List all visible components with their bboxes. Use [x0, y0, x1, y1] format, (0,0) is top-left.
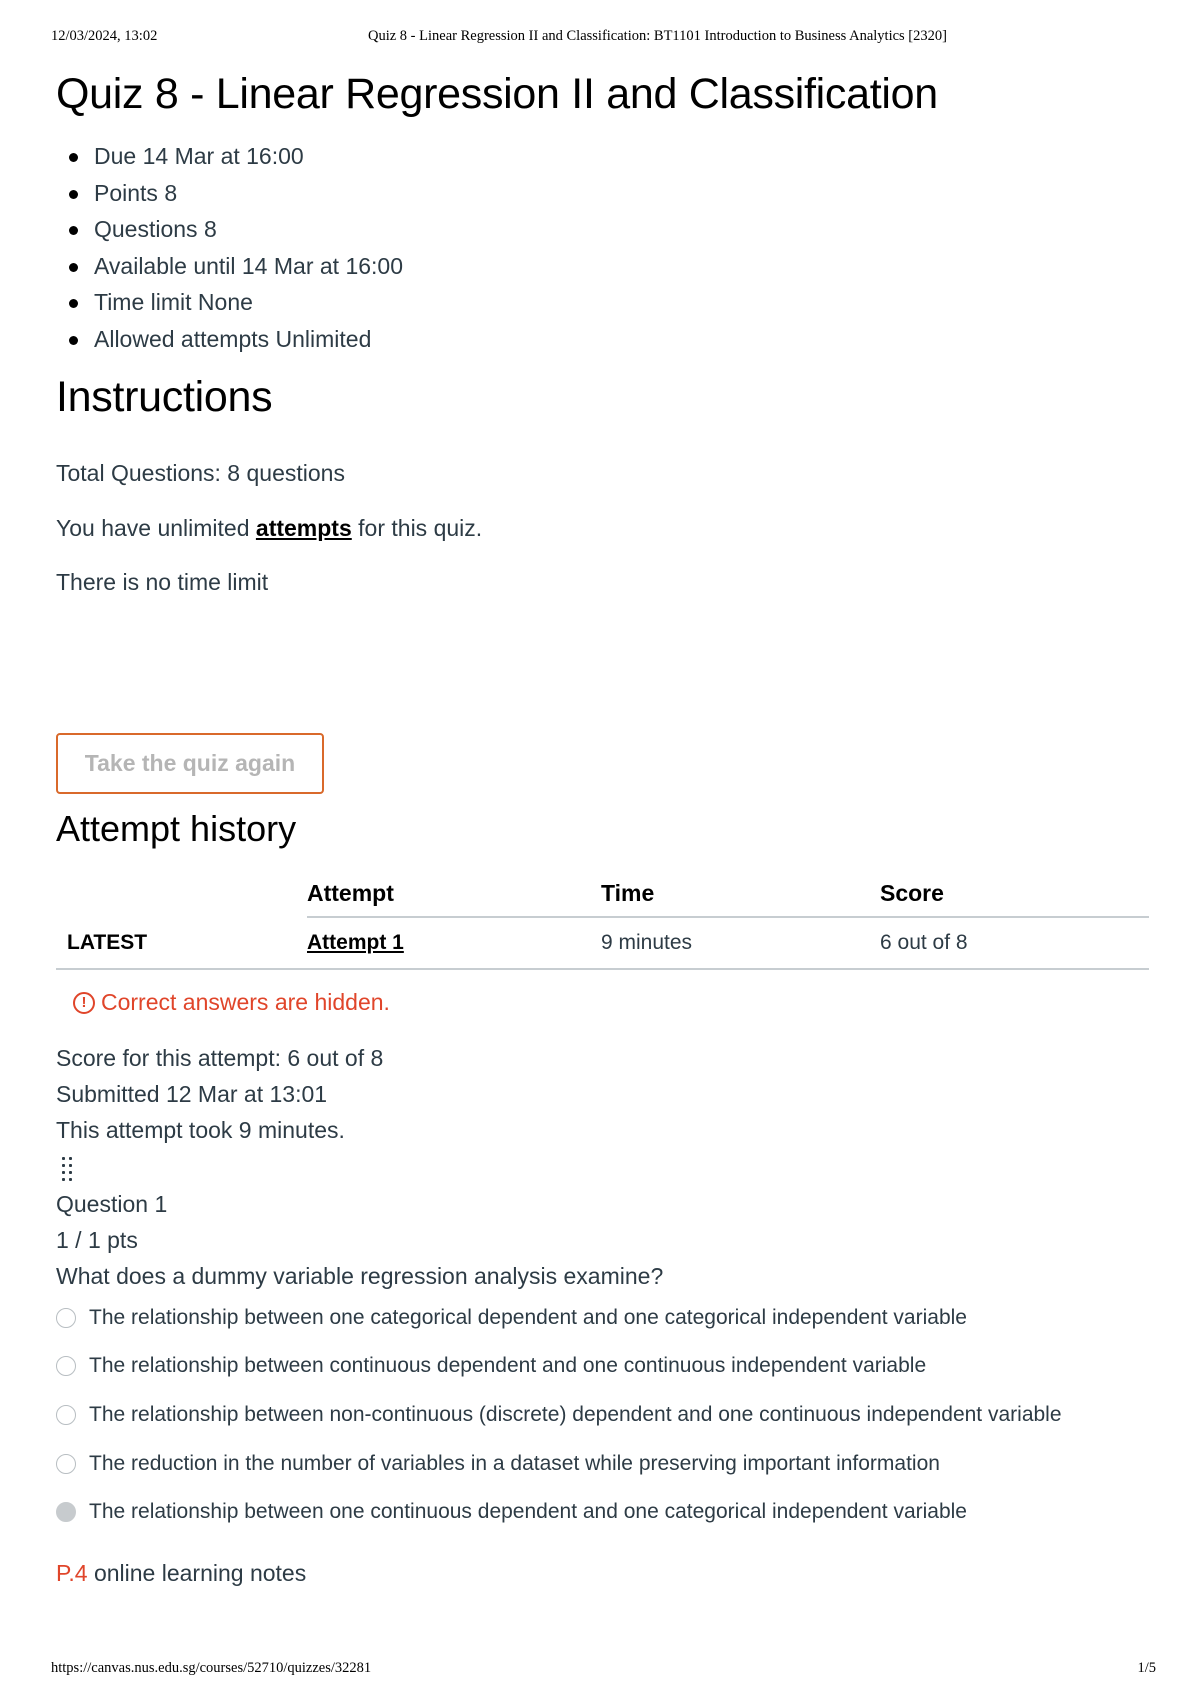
notice-text: Correct answers are hidden. [101, 989, 390, 1015]
attempts-emphasis: attempts [255, 515, 352, 541]
answer-option[interactable] [56, 1403, 1062, 1427]
attempt-1-link[interactable]: Attempt 1 [307, 931, 404, 954]
detail-value: 8 [203, 216, 217, 243]
answer-option[interactable] [56, 1354, 926, 1378]
detail-allowed-attempts [56, 321, 403, 358]
question-text: What does a dummy variable regression analysis examine? [56, 1263, 664, 1289]
detail-label: Time limit [94, 289, 192, 316]
score-cell: 6 out of 8 [880, 917, 1149, 969]
answer-option[interactable] [56, 1306, 967, 1330]
attempts-text [56, 515, 482, 542]
column-header-tag [56, 870, 307, 917]
print-url: https://canvas.nus.edu.sg/courses/52710/quizzes/32281 [51, 1660, 372, 1676]
attempt-submitted: Submitted 12 Mar at 13:01 [56, 1081, 328, 1107]
drag-handle-icon[interactable] [62, 1157, 76, 1183]
detail-value: 8 [164, 179, 178, 206]
total-questions-text: Total Questions: 8 questions [56, 460, 345, 486]
attempts-text-after: for this quiz. [351, 515, 483, 541]
detail-value: 14 Mar at 16:00 [142, 143, 304, 169]
column-header-attempt: Attempt [307, 870, 601, 917]
answers-hidden-notice [73, 989, 390, 1016]
reference-text: online learning notes [87, 1560, 307, 1586]
radio-icon[interactable] [56, 1405, 76, 1425]
time-cell: 9 minutes [601, 917, 880, 969]
quiz-details-list [56, 138, 403, 358]
detail-time-limit [56, 284, 403, 321]
answer-text: The relationship between one categorical dependent and one categorical independent variable [89, 1306, 967, 1329]
radio-selected-icon[interactable] [56, 1502, 76, 1522]
reference-note [56, 1560, 306, 1587]
print-page-number: 1/5 [1137, 1660, 1156, 1676]
take-quiz-again-button[interactable]: Take the quiz again [56, 733, 324, 794]
detail-label: Allowed attempts [94, 325, 270, 352]
detail-points [56, 175, 403, 212]
attempt-duration: This attempt took 9 minutes. [56, 1117, 345, 1143]
warning-icon: ! [73, 992, 95, 1014]
table-row [56, 917, 1149, 969]
attempt-cell [307, 917, 601, 969]
answer-text: The relationship between one continuous dependent and one categorical independent variable [89, 1500, 967, 1523]
time-limit-text: There is no time limit [56, 569, 269, 595]
attempt-score: Score for this attempt: 6 out of 8 [56, 1045, 384, 1071]
answer-text: The relationship between continuous dependent and one continuous independent variable [89, 1354, 927, 1377]
attempt-history-table [56, 870, 1149, 970]
detail-label: Due [94, 143, 137, 169]
instructions-heading: Instructions [56, 373, 273, 421]
detail-label: Questions [94, 216, 198, 243]
detail-value: Unlimited [275, 325, 372, 352]
detail-available [56, 248, 403, 285]
answer-option[interactable] [56, 1452, 940, 1476]
answer-option-selected[interactable] [56, 1500, 967, 1524]
reference-page: P.4 [56, 1560, 88, 1586]
column-header-score: Score [880, 870, 1149, 917]
detail-value: None [197, 289, 253, 316]
attempts-text-before: You have unlimited [56, 515, 256, 541]
radio-icon[interactable] [56, 1308, 76, 1328]
latest-tag: LATEST [56, 917, 307, 969]
question-points: 1 / 1 pts [56, 1227, 138, 1253]
detail-value: until 14 Mar at 16:00 [193, 252, 403, 279]
detail-questions [56, 211, 403, 248]
detail-due [56, 138, 403, 175]
radio-icon[interactable] [56, 1454, 76, 1474]
print-datetime: 12/03/2024, 13:02 [51, 28, 158, 44]
answer-text: The reduction in the number of variables in a dataset while preserving important information [89, 1452, 940, 1475]
radio-icon[interactable] [56, 1356, 76, 1376]
detail-label: Available [94, 252, 187, 279]
page-title: Quiz 8 - Linear Regression II and Classification [56, 70, 938, 118]
answer-text: The relationship between non-continuous (discrete) dependent and one continuous independent variable [89, 1403, 1062, 1426]
table-header-row [56, 870, 1149, 917]
print-doc-title: Quiz 8 - Linear Regression II and Classification: BT1101 Introduction to Business Analytics [2320] [368, 28, 947, 44]
attempt-history-heading: Attempt history [56, 808, 297, 849]
detail-label: Points [94, 179, 158, 206]
question-number: Question 1 [56, 1191, 168, 1217]
column-header-time: Time [601, 870, 880, 917]
